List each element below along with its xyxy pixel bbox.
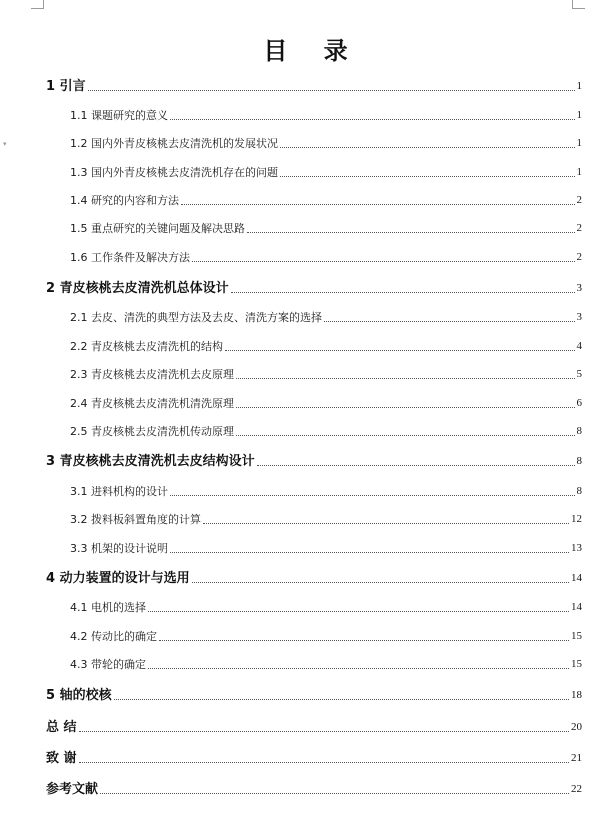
toc-entry-label: 4.3 带轮的确定 <box>70 658 146 671</box>
toc-entry[interactable] <box>70 133 582 151</box>
toc-page-number: 14 <box>571 572 582 584</box>
toc-entry-label: 1.1 课题研究的意义 <box>70 109 168 122</box>
toc-leader <box>181 203 575 205</box>
toc-page-number: 22 <box>571 783 582 795</box>
toc-entry-label: 4.1 电机的选择 <box>70 601 146 614</box>
toc-entry-label: 3 青皮核桃去皮清洗机去皮结构设计 <box>46 454 255 469</box>
toc-leader <box>280 175 575 177</box>
toc-entry[interactable] <box>70 597 582 615</box>
toc-page-number: 14 <box>571 601 582 613</box>
toc-entry[interactable] <box>70 421 582 439</box>
toc-entry[interactable] <box>70 364 582 382</box>
toc-page-number: 1 <box>576 80 582 92</box>
toc-entry[interactable] <box>70 481 582 499</box>
toc-entry[interactable] <box>70 162 582 180</box>
page-title: 目 录 <box>263 36 362 65</box>
toc-entry-label: 1.4 研究的内容和方法 <box>70 194 179 207</box>
toc-page-number: 12 <box>571 513 582 525</box>
toc-page-number: 21 <box>571 752 582 764</box>
toc-leader <box>170 551 569 553</box>
toc-entry-label: 总 结 <box>46 720 77 735</box>
toc-entry-label: 1.5 重点研究的关键问题及解决思路 <box>70 222 245 235</box>
toc-leader <box>159 639 569 641</box>
toc-page-number: 20 <box>571 721 582 733</box>
toc-entry[interactable] <box>70 307 582 325</box>
toc-leader <box>148 667 569 669</box>
toc-page-number: 8 <box>576 455 582 467</box>
toc-entry[interactable] <box>70 538 582 556</box>
toc-leader <box>203 522 569 524</box>
toc-entry[interactable] <box>46 278 582 296</box>
toc-page-number: 15 <box>571 658 582 670</box>
toc-page-number: 1 <box>576 137 582 149</box>
toc-leader <box>148 610 569 612</box>
toc-leader <box>170 494 575 496</box>
toc-entry-label: 1.6 工作条件及解决方法 <box>70 251 190 264</box>
toc-leader <box>231 291 575 293</box>
toc-entry[interactable] <box>70 336 582 354</box>
toc-page-number: 6 <box>576 397 582 409</box>
toc-leader <box>236 406 575 408</box>
toc-entry[interactable] <box>70 654 582 672</box>
toc-page-number: 15 <box>571 630 582 642</box>
toc-entry[interactable] <box>70 247 582 265</box>
toc-entry-label: 致 谢 <box>46 751 77 766</box>
toc-leader <box>324 320 575 322</box>
toc-page-number: 5 <box>576 368 582 380</box>
toc-entry-label: 4.2 传动比的确定 <box>70 630 157 643</box>
toc-page-number: 18 <box>571 689 582 701</box>
toc-leader <box>280 146 575 148</box>
toc-entry[interactable] <box>70 626 582 644</box>
toc-page-number: 4 <box>576 340 582 352</box>
toc-leader <box>79 761 569 763</box>
toc-leader <box>88 89 575 91</box>
toc-entry[interactable] <box>70 190 582 208</box>
toc-entry-label: 3.1 进料机构的设计 <box>70 485 168 498</box>
margin-marker-icon: ▾ <box>3 140 7 148</box>
toc-leader <box>79 730 569 732</box>
toc-page-number: 8 <box>576 485 582 497</box>
toc-entry-label: 2.2 青皮核桃去皮清洗机的结构 <box>70 340 223 353</box>
toc-entry[interactable] <box>46 748 582 766</box>
toc-entry[interactable] <box>70 393 582 411</box>
toc-entry[interactable] <box>46 568 582 586</box>
toc-leader <box>192 581 569 583</box>
toc-entry-label: 参考文献 <box>46 782 99 797</box>
toc-entry[interactable] <box>46 685 582 703</box>
toc-page-number: 2 <box>576 251 582 263</box>
toc-entry-label: 2.4 青皮核桃去皮清洗机清洗原理 <box>70 397 234 410</box>
toc-entry[interactable] <box>70 509 582 527</box>
toc-entry-label: 5 轴的校核 <box>46 688 112 703</box>
toc-leader <box>236 434 575 436</box>
toc-entry-label: 2.3 青皮核桃去皮清洗机去皮原理 <box>70 368 234 381</box>
toc-entry-label: 4 动力装置的设计与选用 <box>46 571 190 586</box>
toc-leader <box>236 377 575 379</box>
toc-page-number: 2 <box>576 222 582 234</box>
toc-entry[interactable] <box>46 779 582 797</box>
toc-entry-label: 2 青皮核桃去皮清洗机总体设计 <box>46 281 229 296</box>
toc-entry[interactable] <box>70 105 582 123</box>
toc-page-number: 2 <box>576 194 582 206</box>
toc-page-number: 1 <box>576 109 582 121</box>
toc-entry[interactable] <box>46 76 582 94</box>
toc-entry[interactable] <box>70 218 582 236</box>
toc-entry-label: 3.3 机架的设计说明 <box>70 542 168 555</box>
toc-entry-label: 1.2 国内外青皮核桃去皮清洗机的发展状况 <box>70 137 278 150</box>
toc-page-number: 3 <box>576 311 582 323</box>
toc-leader <box>225 349 575 351</box>
toc-leader <box>192 260 575 262</box>
toc-page-number: 13 <box>571 542 582 554</box>
toc-entry-label: 1 引言 <box>46 79 86 94</box>
toc-leader <box>100 792 569 794</box>
toc-entry-label: 3.2 拨料板斜置角度的计算 <box>70 513 201 526</box>
toc-entry-label: 2.1 去皮、清洗的典型方法及去皮、清洗方案的选择 <box>70 311 322 324</box>
toc-page-number: 8 <box>576 425 582 437</box>
toc-entry-label: 1.3 国内外青皮核桃去皮清洗机存在的问题 <box>70 166 278 179</box>
toc-entry[interactable] <box>46 451 582 469</box>
toc-leader <box>170 118 575 120</box>
toc-leader <box>257 464 575 466</box>
toc-entry[interactable] <box>46 717 582 735</box>
toc-page-number: 3 <box>576 282 582 294</box>
toc-leader <box>247 231 575 233</box>
toc-leader <box>114 698 569 700</box>
toc-page-number: 1 <box>576 166 582 178</box>
toc-entry-label: 2.5 青皮核桃去皮清洗机传动原理 <box>70 425 234 438</box>
